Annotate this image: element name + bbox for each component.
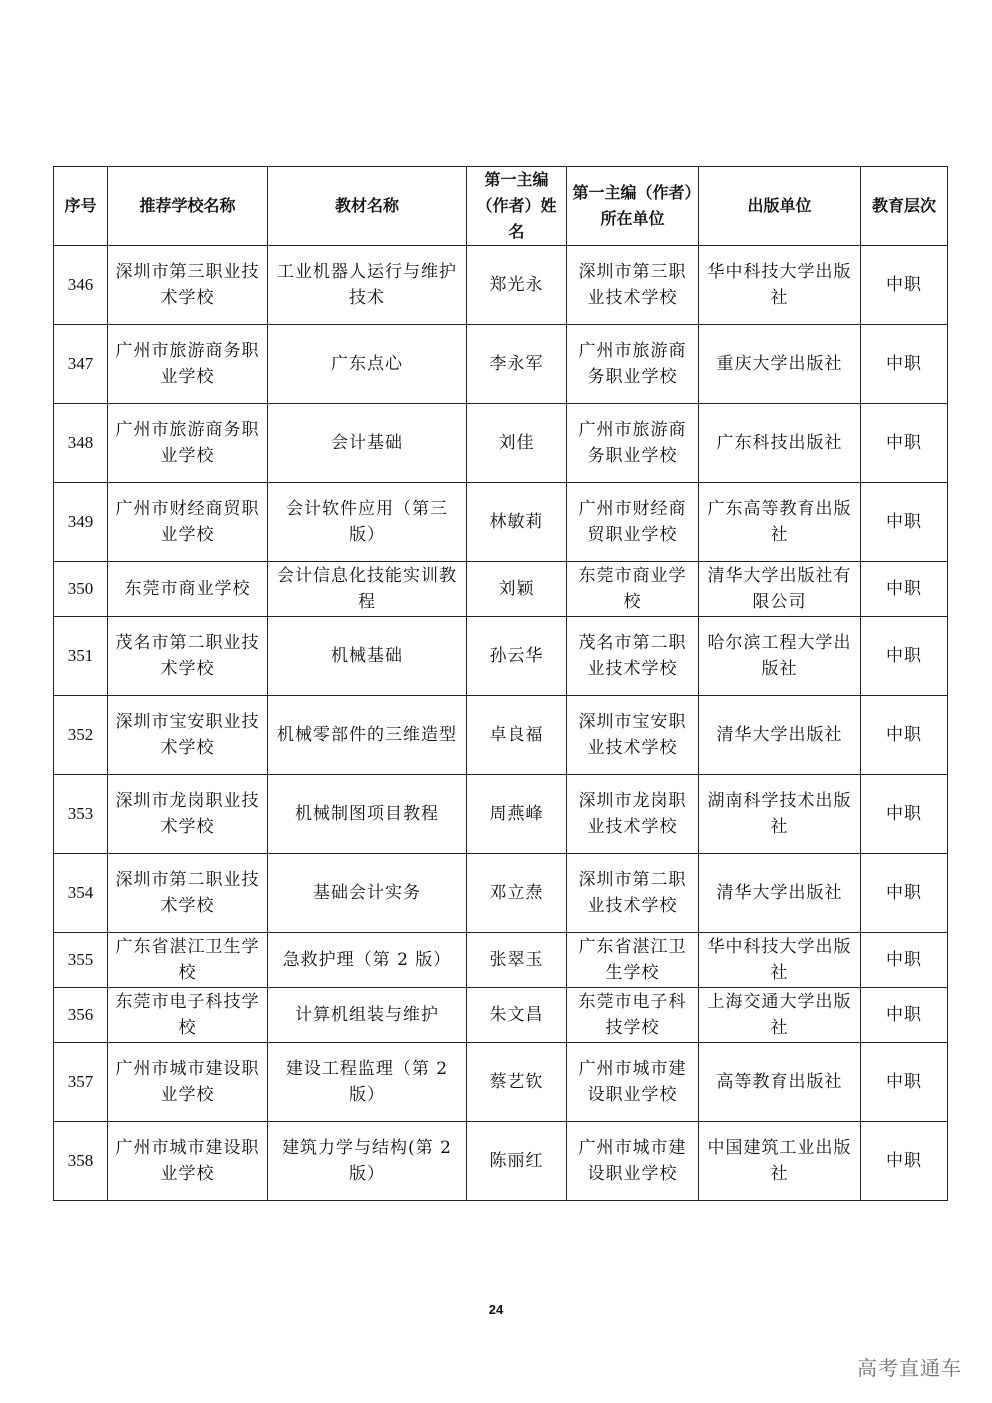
cell-editor: 蔡艺钦 — [467, 1043, 567, 1122]
header-level: 教育层次 — [861, 167, 948, 246]
cell-seq: 358 — [54, 1122, 108, 1201]
table-row — [54, 617, 948, 696]
cell-textbook: 机械制图项目教程 — [268, 775, 467, 854]
cell-editor-unit: 广州市城市建设职业学校 — [567, 1043, 699, 1122]
cell-publisher: 上海交通大学出版社 — [699, 988, 861, 1043]
cell-level: 中职 — [861, 854, 948, 933]
cell-level: 中职 — [861, 1122, 948, 1201]
cell-editor: 邓立焘 — [467, 854, 567, 933]
table-row — [54, 562, 948, 617]
cell-school: 深圳市龙岗职业技术学校 — [108, 775, 268, 854]
cell-publisher: 中国建筑工业出版社 — [699, 1122, 861, 1201]
cell-school: 广州市城市建设职业学校 — [108, 1122, 268, 1201]
cell-level: 中职 — [861, 696, 948, 775]
cell-editor: 朱文昌 — [467, 988, 567, 1043]
cell-seq: 350 — [54, 562, 108, 617]
cell-editor: 李永军 — [467, 325, 567, 404]
cell-textbook: 会计信息化技能实训教程 — [268, 562, 467, 617]
header-school: 推荐学校名称 — [108, 167, 268, 246]
header-publisher: 出版单位 — [699, 167, 861, 246]
cell-school: 深圳市第三职业技术学校 — [108, 246, 268, 325]
cell-publisher: 清华大学出版社 — [699, 696, 861, 775]
cell-publisher: 高等教育出版社 — [699, 1043, 861, 1122]
cell-textbook: 工业机器人运行与维护技术 — [268, 246, 467, 325]
cell-seq: 352 — [54, 696, 108, 775]
cell-level: 中职 — [861, 404, 948, 483]
cell-editor-unit: 深圳市宝安职业技术学校 — [567, 696, 699, 775]
cell-editor-unit: 广东省湛江卫生学校 — [567, 933, 699, 988]
cell-seq: 354 — [54, 854, 108, 933]
cell-seq: 346 — [54, 246, 108, 325]
header-seq: 序号 — [54, 167, 108, 246]
cell-editor-unit: 东莞市电子科技学校 — [567, 988, 699, 1043]
cell-editor: 林敏莉 — [467, 483, 567, 562]
cell-editor: 张翠玉 — [467, 933, 567, 988]
cell-publisher: 广东高等教育出版社 — [699, 483, 861, 562]
cell-editor-unit: 深圳市第二职业技术学校 — [567, 854, 699, 933]
cell-school: 广州市旅游商务职业学校 — [108, 404, 268, 483]
cell-editor: 陈丽红 — [467, 1122, 567, 1201]
table-row — [54, 483, 948, 562]
cell-seq: 353 — [54, 775, 108, 854]
header-editor: 第一主编（作者）姓名 — [467, 167, 567, 246]
cell-editor-unit: 广州市财经商贸职业学校 — [567, 483, 699, 562]
table-row — [54, 988, 948, 1043]
cell-seq: 351 — [54, 617, 108, 696]
cell-editor-unit: 茂名市第二职业技术学校 — [567, 617, 699, 696]
cell-publisher: 广东科技出版社 — [699, 404, 861, 483]
cell-textbook: 建筑力学与结构(第 2 版） — [268, 1122, 467, 1201]
table-row — [54, 404, 948, 483]
header-textbook: 教材名称 — [268, 167, 467, 246]
cell-level: 中职 — [861, 775, 948, 854]
cell-textbook: 会计基础 — [268, 404, 467, 483]
textbook-table — [53, 166, 948, 1201]
cell-level: 中职 — [861, 617, 948, 696]
table-row — [54, 775, 948, 854]
cell-level: 中职 — [861, 246, 948, 325]
table-row — [54, 1122, 948, 1201]
cell-editor-unit: 深圳市第三职业技术学校 — [567, 246, 699, 325]
cell-textbook: 建设工程监理（第 2 版） — [268, 1043, 467, 1122]
table-row — [54, 696, 948, 775]
cell-editor: 刘佳 — [467, 404, 567, 483]
cell-publisher: 重庆大学出版社 — [699, 325, 861, 404]
cell-school: 广州市财经商贸职业学校 — [108, 483, 268, 562]
cell-publisher: 湖南科学技术出版社 — [699, 775, 861, 854]
cell-school: 广州市旅游商务职业学校 — [108, 325, 268, 404]
cell-editor-unit: 广州市旅游商务职业学校 — [567, 325, 699, 404]
cell-seq: 349 — [54, 483, 108, 562]
watermark: 高考直通车 — [857, 1356, 962, 1380]
cell-publisher: 清华大学出版社 — [699, 854, 861, 933]
table-row — [54, 1043, 948, 1122]
table-row — [54, 325, 948, 404]
cell-textbook: 计算机组装与维护 — [268, 988, 467, 1043]
cell-school: 深圳市第二职业技术学校 — [108, 854, 268, 933]
cell-textbook: 机械零部件的三维造型 — [268, 696, 467, 775]
cell-editor: 孙云华 — [467, 617, 567, 696]
cell-seq: 347 — [54, 325, 108, 404]
cell-school: 东莞市电子科技学校 — [108, 988, 268, 1043]
cell-textbook: 广东点心 — [268, 325, 467, 404]
cell-seq: 348 — [54, 404, 108, 483]
cell-publisher: 哈尔滨工程大学出版社 — [699, 617, 861, 696]
cell-publisher: 华中科技大学出版社 — [699, 933, 861, 988]
cell-level: 中职 — [861, 933, 948, 988]
cell-publisher: 清华大学出版社有限公司 — [699, 562, 861, 617]
cell-school: 广东省湛江卫生学校 — [108, 933, 268, 988]
cell-level: 中职 — [861, 562, 948, 617]
cell-editor-unit: 东莞市商业学校 — [567, 562, 699, 617]
cell-editor-unit: 深圳市龙岗职业技术学校 — [567, 775, 699, 854]
cell-editor: 卓良福 — [467, 696, 567, 775]
cell-editor-unit: 广州市旅游商务职业学校 — [567, 404, 699, 483]
cell-textbook: 基础会计实务 — [268, 854, 467, 933]
cell-seq: 357 — [54, 1043, 108, 1122]
cell-editor: 郑光永 — [467, 246, 567, 325]
cell-seq: 355 — [54, 933, 108, 988]
table-row — [54, 246, 948, 325]
cell-textbook: 会计软件应用（第三版） — [268, 483, 467, 562]
header-editor-unit: 第一主编（作者）所在单位 — [567, 167, 699, 246]
cell-seq: 356 — [54, 988, 108, 1043]
table-row — [54, 854, 948, 933]
table-row — [54, 933, 948, 988]
cell-editor: 刘颖 — [467, 562, 567, 617]
cell-level: 中职 — [861, 1043, 948, 1122]
cell-publisher: 华中科技大学出版社 — [699, 246, 861, 325]
cell-school: 东莞市商业学校 — [108, 562, 268, 617]
cell-textbook: 机械基础 — [268, 617, 467, 696]
page-number: 24 — [488, 1302, 504, 1317]
cell-school: 广州市城市建设职业学校 — [108, 1043, 268, 1122]
cell-school: 深圳市宝安职业技术学校 — [108, 696, 268, 775]
cell-level: 中职 — [861, 325, 948, 404]
header-row — [54, 167, 948, 246]
cell-level: 中职 — [861, 483, 948, 562]
cell-school: 茂名市第二职业技术学校 — [108, 617, 268, 696]
cell-level: 中职 — [861, 988, 948, 1043]
cell-editor: 周燕峰 — [467, 775, 567, 854]
cell-editor-unit: 广州市城市建设职业学校 — [567, 1122, 699, 1201]
cell-textbook: 急救护理（第 2 版） — [268, 933, 467, 988]
